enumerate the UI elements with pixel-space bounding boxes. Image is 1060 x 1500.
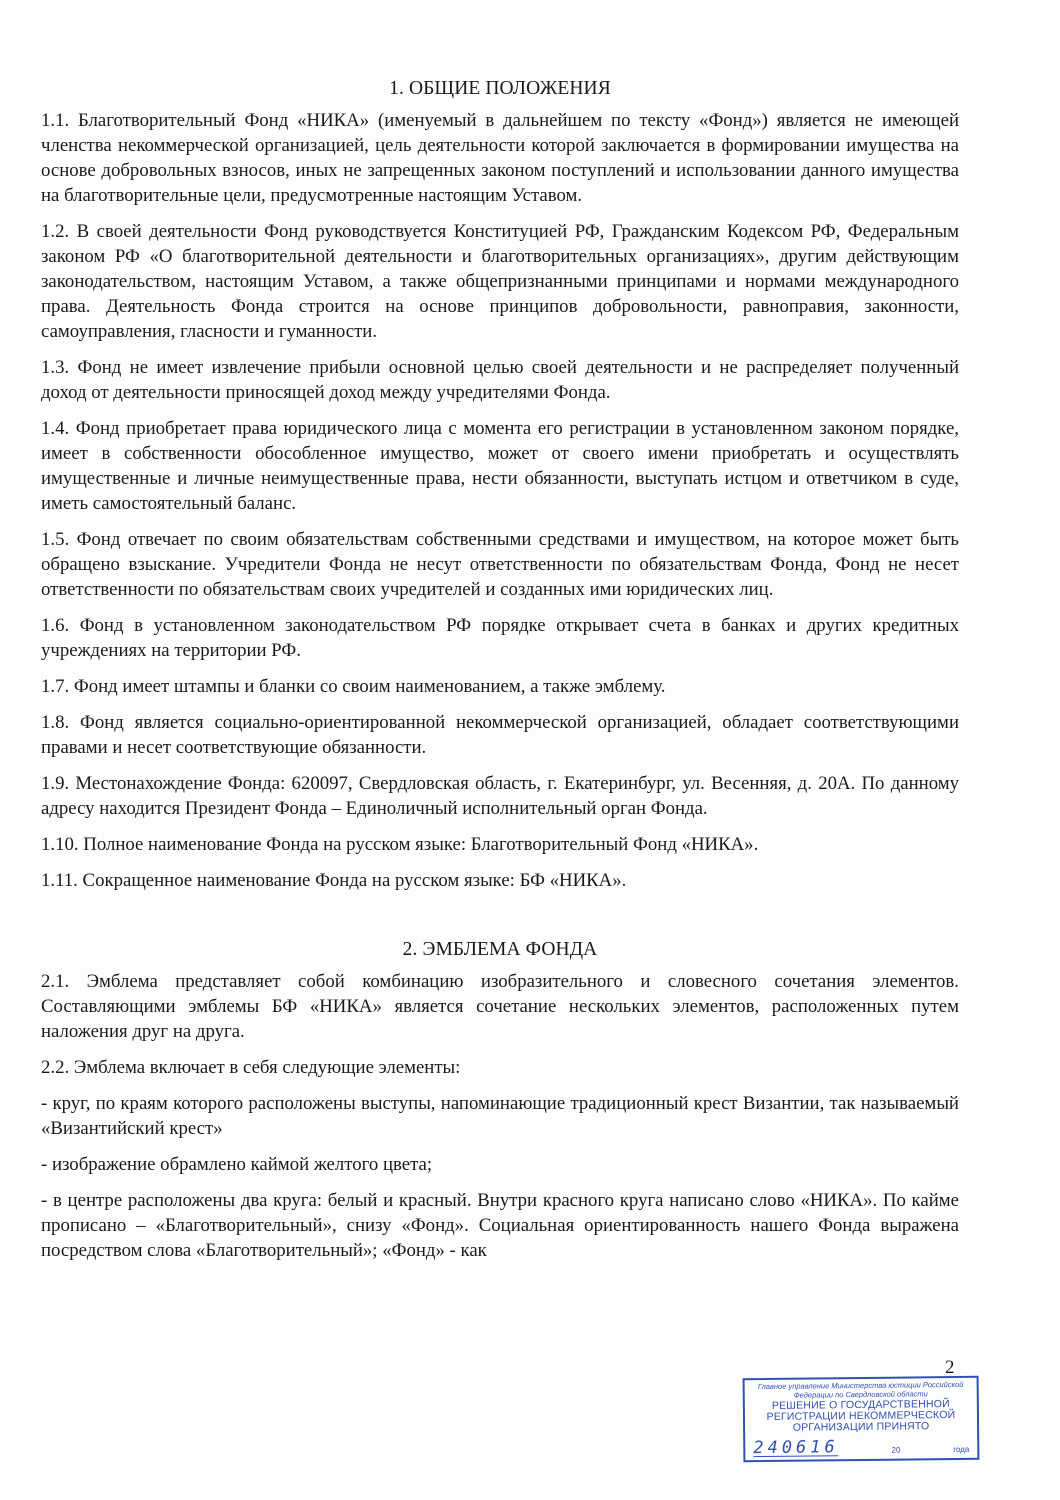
paragraph-1-2: 1.2. В своей деятельности Фонд руководствуется Конституцией РФ, Гражданским Кодексом РФ, Федеральным законом РФ «О благотворительной деятельности и благотворительных организациях», другим действующим законодательством, настоящим Уставом, а также общепризнанными принципами и нормами международного права. Деятельность Фонда строится на основе принципов добровольности, равноправия, законности, самоуправления, гласности и гуманности.	[41, 221, 959, 342]
paragraph-1-6: 1.6. Фонд в установленном законодательством РФ порядке открывает счета в банках и других кредитных учреждениях на территории РФ.	[41, 615, 959, 661]
stamp-date: 240616	[753, 1437, 839, 1459]
paragraph-1-9: 1.9. Местонахождение Фонда: 620097, Свердловская область, г. Екатеринбург, ул. Весенняя, д. 20А. По данному адресу находится Президент Фонда – Единоличный исполнительный орган Фонда.	[41, 773, 959, 819]
section-1-heading: 1. ОБЩИЕ ПОЛОЖЕНИЯ	[389, 78, 611, 99]
paragraph-1-8: 1.8. Фонд является социально-ориентированной некоммерческой организацией, обладает соответствующими правами и несет соответствующие обязанности.	[41, 712, 959, 758]
stamp-year-suffix: года	[953, 1444, 970, 1455]
stamp-authority: Главное управление Министерства юстиции Российской Федерации по Свердловской области	[757, 1379, 964, 1400]
registration-stamp	[743, 1376, 980, 1462]
paragraph-1-10: 1.10. Полное наименование Фонда на русском языке: Благотворительный Фонд «НИКА».	[41, 834, 759, 855]
page-number: 2	[945, 1357, 955, 1378]
stamp-year-prefix: 20	[891, 1445, 901, 1455]
list-item-border: - изображение обрамлено каймой желтого цвета;	[41, 1154, 433, 1175]
paragraph-1-4: 1.4. Фонд приобретает права юридического лица с момента его регистрации в установленном законом порядке, имеет в собственности обособленное имущество, может от своего имени приобретать и осуществлять имущественные и личные неимущественные права, нести обязанности, выступать истцом и ответчиком в суде, иметь самостоятельный баланс.	[41, 418, 959, 514]
document-body	[41, 76, 959, 1274]
paragraph-1-5: 1.5. Фонд отвечает по своим обязательствам собственными средствами и имуществом, на которое может быть обращено взыскание. Учредители Фонда не несут ответственности по обязательствам Фонда, Фонд не несет ответственности по обязательствам своих учредителей и созданных ими юридических лиц.	[41, 529, 959, 600]
paragraph-1-7: 1.7. Фонд имеет штампы и бланки со своим наименованием, а также эмблему.	[41, 676, 666, 697]
paragraph-1-3: 1.3. Фонд не имеет извлечение прибыли основной целью своей деятельности и не распределяет полученный доход от деятельности приносящей доход между учредителями Фонда.	[41, 357, 959, 403]
paragraph-1-11: 1.11. Сокращенное наименование Фонда на русском языке: БФ «НИКА».	[41, 870, 627, 891]
list-item-circles: - в центре расположены два круга: белый и красный. Внутри красного круга написано слово «НИКА». По кайме прописано – «Благотворительный», снизу «Фонд». Социальная ориентированность нашего Фонда выражена посредством слова «Благотворительный»; «Фонд» - как	[41, 1190, 959, 1261]
paragraph-2-1: 2.1. Эмблема представляет собой комбинацию изобразительного и словесного сочетания элементов. Составляющими эмблемы БФ «НИКА» является сочетание нескольких элементов, расположенных путем наложения друг на друга.	[41, 971, 959, 1042]
paragraph-2-2: 2.2. Эмблема включает в себя следующие элементы:	[41, 1057, 461, 1078]
paragraph-1-1: 1.1. Благотворительный Фонд «НИКА» (именуемый в дальнейшем по тексту «Фонд») является не имеющей членства некоммерческой организацией, цель деятельности которой заключается в формировании имущества на основе добровольных взносов, иных не запрещенных законом поступлений и использовании данного имущества на благотворительные цели, предусмотренные настоящим Уставом.	[41, 110, 959, 206]
stamp-date-row	[753, 1438, 969, 1457]
section-2-heading: 2. ЭМБЛЕМА ФОНДА	[402, 939, 598, 960]
stamp-decision: РЕШЕНИЕ О ГОСУДАРСТВЕННОЙ РЕГИСТРАЦИИ НЕКОММЕРЧЕСКОЙ ОРГАНИЗАЦИИ ПРИНЯТО	[766, 1398, 956, 1434]
list-item-cross: - круг, по краям которого расположены выступы, напоминающие традиционный крест Византии, так называемый «Византийский крест»	[41, 1093, 959, 1139]
